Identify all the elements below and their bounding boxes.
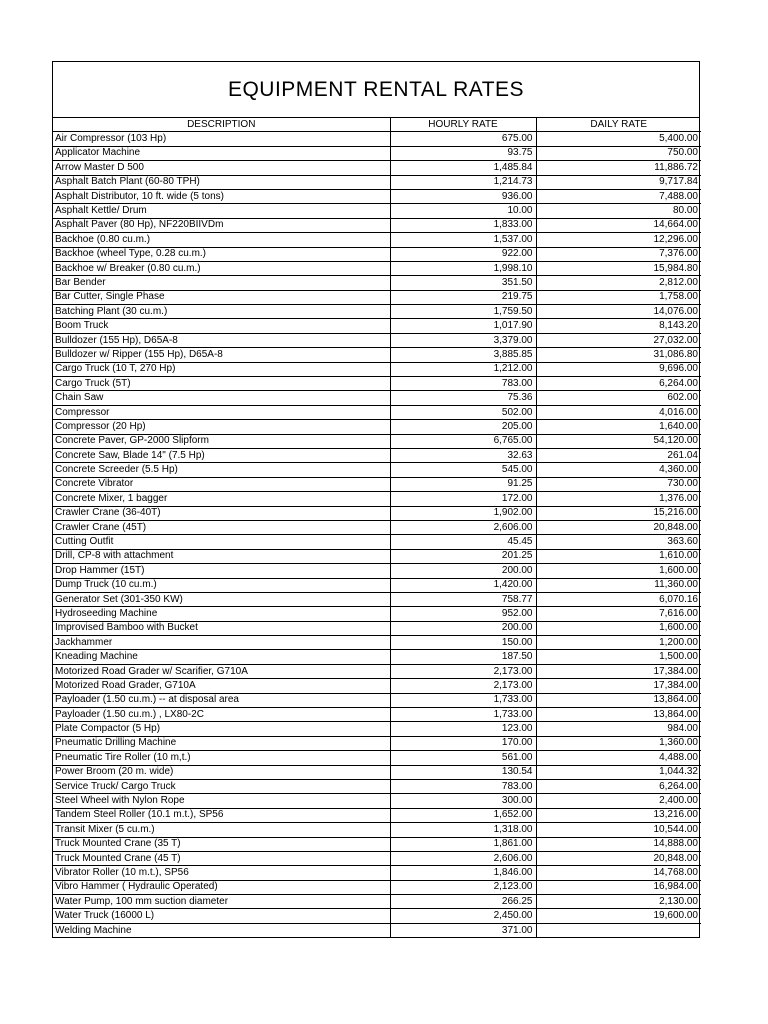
daily-rate-cell: 11,360.00 xyxy=(536,578,701,592)
hourly-rate-cell: 952.00 xyxy=(390,607,536,621)
daily-rate-cell: 2,812.00 xyxy=(536,276,701,290)
equipment-description-cell: Jackhammer xyxy=(53,636,390,650)
daily-rate-cell: 9,717.84 xyxy=(536,175,701,189)
hourly-rate-cell: 1,733.00 xyxy=(390,708,536,722)
table-row xyxy=(53,607,701,621)
hourly-rate-cell: 1,017.90 xyxy=(390,319,536,333)
hourly-rate-cell: 1,537.00 xyxy=(390,233,536,247)
daily-rate-cell: 15,984.80 xyxy=(536,261,701,275)
equipment-description-cell: Improvised Bamboo with Bucket xyxy=(53,621,390,635)
daily-rate-cell: 1,600.00 xyxy=(536,621,701,635)
header-row xyxy=(53,118,701,132)
daily-rate-cell: 1,758.00 xyxy=(536,290,701,304)
equipment-description-cell: Cargo Truck (10 T, 270 Hp) xyxy=(53,362,390,376)
equipment-description-cell: Welding Machine xyxy=(53,923,390,937)
equipment-description-cell: Hydroseeding Machine xyxy=(53,607,390,621)
equipment-description-cell: Crawler Crane (36-40T) xyxy=(53,506,390,520)
daily-rate-cell: 8,143.20 xyxy=(536,319,701,333)
equipment-description-cell: Pneumatic Tire Roller (10 m,t.) xyxy=(53,751,390,765)
daily-rate-cell: 13,864.00 xyxy=(536,708,701,722)
daily-rate-cell: 17,384.00 xyxy=(536,679,701,693)
equipment-description-cell: Bar Cutter, Single Phase xyxy=(53,290,390,304)
daily-rate-cell: 1,600.00 xyxy=(536,564,701,578)
daily-rate-cell: 2,130.00 xyxy=(536,895,701,909)
daily-rate-cell: 14,664.00 xyxy=(536,218,701,232)
daily-rate-cell: 20,848.00 xyxy=(536,520,701,534)
daily-rate-cell: 1,640.00 xyxy=(536,420,701,434)
table-row xyxy=(53,621,701,635)
equipment-description-cell: Cutting Outfit xyxy=(53,535,390,549)
equipment-description-cell: Payloader (1.50 cu.m.) , LX80-2C xyxy=(53,708,390,722)
equipment-description-cell: Bulldozer (155 Hp), D65A-8 xyxy=(53,333,390,347)
daily-rate-cell: 2,400.00 xyxy=(536,794,701,808)
hourly-rate-cell: 130.54 xyxy=(390,765,536,779)
hourly-rate-cell: 371.00 xyxy=(390,923,536,937)
daily-rate-cell: 4,360.00 xyxy=(536,463,701,477)
equipment-description-cell: Pneumatic Drilling Machine xyxy=(53,736,390,750)
table-row xyxy=(53,636,701,650)
table-row xyxy=(53,175,701,189)
hourly-rate-cell: 1,759.50 xyxy=(390,305,536,319)
daily-rate-cell: 5,400.00 xyxy=(536,132,701,146)
table-row xyxy=(53,664,701,678)
table-row xyxy=(53,535,701,549)
rates-table-body xyxy=(53,132,701,937)
daily-rate-cell: 80.00 xyxy=(536,204,701,218)
equipment-description-cell: Arrow Master D 500 xyxy=(53,161,390,175)
daily-rate-cell: 750.00 xyxy=(536,146,701,160)
table-row xyxy=(53,837,701,851)
daily-rate-cell: 12,296.00 xyxy=(536,233,701,247)
table-row xyxy=(53,751,701,765)
table-row xyxy=(53,823,701,837)
daily-rate-cell: 1,044.32 xyxy=(536,765,701,779)
hourly-rate-cell: 561.00 xyxy=(390,751,536,765)
daily-rate-cell: 14,768.00 xyxy=(536,866,701,880)
table-row xyxy=(53,132,701,146)
table-row xyxy=(53,506,701,520)
table-row xyxy=(53,578,701,592)
equipment-description-cell: Asphalt Kettle/ Drum xyxy=(53,204,390,218)
hourly-rate-cell: 1,846.00 xyxy=(390,866,536,880)
hourly-rate-cell: 200.00 xyxy=(390,564,536,578)
hourly-rate-cell: 200.00 xyxy=(390,621,536,635)
hourly-rate-cell: 783.00 xyxy=(390,377,536,391)
description-header: DESCRIPTION xyxy=(53,118,390,132)
hourly-rate-cell: 201.25 xyxy=(390,549,536,563)
equipment-description-cell: Motorized Road Grader, G710A xyxy=(53,679,390,693)
hourly-rate-cell: 187.50 xyxy=(390,650,536,664)
table-row xyxy=(53,650,701,664)
daily-rate-cell: 6,264.00 xyxy=(536,377,701,391)
daily-rate-cell: 31,086.80 xyxy=(536,348,701,362)
table-row xyxy=(53,247,701,261)
equipment-description-cell: Payloader (1.50 cu.m.) -- at disposal area xyxy=(53,693,390,707)
hourly-rate-cell: 2,123.00 xyxy=(390,880,536,894)
equipment-description-cell: Air Compressor (103 Hp) xyxy=(53,132,390,146)
table-row xyxy=(53,880,701,894)
equipment-description-cell: Concrete Vibrator xyxy=(53,477,390,491)
table-row xyxy=(53,779,701,793)
equipment-description-cell: Tandem Steel Roller (10.1 m.t.), SP56 xyxy=(53,808,390,822)
equipment-description-cell: Concrete Paver, GP-2000 Slipform xyxy=(53,434,390,448)
table-row xyxy=(53,520,701,534)
equipment-description-cell: Service Truck/ Cargo Truck xyxy=(53,779,390,793)
equipment-description-cell: Motorized Road Grader w/ Scarifier, G710A xyxy=(53,664,390,678)
hourly-rate-cell: 1,902.00 xyxy=(390,506,536,520)
equipment-description-cell: Concrete Mixer, 1 bagger xyxy=(53,492,390,506)
equipment-description-cell: Plate Compactor (5 Hp) xyxy=(53,722,390,736)
hourly-rate-cell: 1,420.00 xyxy=(390,578,536,592)
daily-rate-cell: 7,616.00 xyxy=(536,607,701,621)
equipment-description-cell: Bar Bender xyxy=(53,276,390,290)
table-row xyxy=(53,146,701,160)
table-row xyxy=(53,909,701,923)
daily-rate-cell: 13,864.00 xyxy=(536,693,701,707)
hourly-rate-cell: 10.00 xyxy=(390,204,536,218)
hourly-rate-cell: 32.63 xyxy=(390,448,536,462)
equipment-description-cell: Bulldozer w/ Ripper (155 Hp), D65A-8 xyxy=(53,348,390,362)
hourly-rate-cell: 545.00 xyxy=(390,463,536,477)
daily-rate-cell: 1,360.00 xyxy=(536,736,701,750)
table-row xyxy=(53,233,701,247)
hourly-rate-cell: 75.36 xyxy=(390,391,536,405)
table-row xyxy=(53,693,701,707)
hourly-rate-cell: 2,606.00 xyxy=(390,520,536,534)
equipment-description-cell: Dump Truck (10 cu.m.) xyxy=(53,578,390,592)
hourly-rate-cell: 1,733.00 xyxy=(390,693,536,707)
table-row xyxy=(53,348,701,362)
daily-rate-cell: 19,600.00 xyxy=(536,909,701,923)
daily-rate-cell: 14,076.00 xyxy=(536,305,701,319)
equipment-description-cell: Power Broom (20 m. wide) xyxy=(53,765,390,779)
table-row xyxy=(53,276,701,290)
table-row xyxy=(53,722,701,736)
hourly-rate-cell: 3,379.00 xyxy=(390,333,536,347)
daily-rate-cell: 16,984.00 xyxy=(536,880,701,894)
hourly-rate-cell: 1,652.00 xyxy=(390,808,536,822)
hourly-rate-cell: 300.00 xyxy=(390,794,536,808)
daily-rate-cell: 984.00 xyxy=(536,722,701,736)
equipment-description-cell: Drop Hammer (15T) xyxy=(53,564,390,578)
equipment-description-cell: Backhoe w/ Breaker (0.80 cu.m.) xyxy=(53,261,390,275)
hourly-rate-cell: 1,861.00 xyxy=(390,837,536,851)
daily-rate-cell: 15,216.00 xyxy=(536,506,701,520)
hourly-rate-cell: 91.25 xyxy=(390,477,536,491)
equipment-description-cell: Compressor xyxy=(53,405,390,419)
equipment-description-cell: Batching Plant (30 cu.m.) xyxy=(53,305,390,319)
hourly-rate-cell: 1,998.10 xyxy=(390,261,536,275)
hourly-rate-cell: 2,450.00 xyxy=(390,909,536,923)
equipment-description-cell: Applicator Machine xyxy=(53,146,390,160)
table-row xyxy=(53,679,701,693)
table-row xyxy=(53,808,701,822)
daily-rate-cell: 11,886.72 xyxy=(536,161,701,175)
daily-rate-cell: 20,848.00 xyxy=(536,851,701,865)
daily-rate-cell: 6,264.00 xyxy=(536,779,701,793)
hourly-rate-cell: 1,485.84 xyxy=(390,161,536,175)
hourly-rate-cell: 2,173.00 xyxy=(390,664,536,678)
daily-rate-cell: 17,384.00 xyxy=(536,664,701,678)
table-row xyxy=(53,895,701,909)
equipment-description-cell: Truck Mounted Crane (45 T) xyxy=(53,851,390,865)
daily-rate-cell: 9,696.00 xyxy=(536,362,701,376)
hourly-rate-cell: 1,318.00 xyxy=(390,823,536,837)
hourly-rate-cell: 205.00 xyxy=(390,420,536,434)
table-row xyxy=(53,794,701,808)
table-row xyxy=(53,161,701,175)
equipment-description-cell: Cargo Truck (5T) xyxy=(53,377,390,391)
table-row xyxy=(53,434,701,448)
hourly-rate-cell: 150.00 xyxy=(390,636,536,650)
hourly-rate-cell: 93.75 xyxy=(390,146,536,160)
daily-rate-cell: 602.00 xyxy=(536,391,701,405)
daily-rate-cell: 10,544.00 xyxy=(536,823,701,837)
daily-rate-cell: 363.60 xyxy=(536,535,701,549)
page-title: EQUIPMENT RENTAL RATES xyxy=(53,62,699,118)
hourly-rate-cell: 502.00 xyxy=(390,405,536,419)
daily-rate-cell: 1,610.00 xyxy=(536,549,701,563)
equipment-description-cell: Drill, CP-8 with attachment xyxy=(53,549,390,563)
equipment-description-cell: Vibro Hammer ( Hydraulic Operated) xyxy=(53,880,390,894)
hourly-rate-cell: 351.50 xyxy=(390,276,536,290)
table-row xyxy=(53,851,701,865)
equipment-description-cell: Asphalt Distributor, 10 ft. wide (5 tons) xyxy=(53,189,390,203)
hourly-rate-cell: 170.00 xyxy=(390,736,536,750)
daily-rate-cell: 4,488.00 xyxy=(536,751,701,765)
table-row xyxy=(53,261,701,275)
hourly-rate-cell: 219.75 xyxy=(390,290,536,304)
equipment-description-cell: Water Truck (16000 L) xyxy=(53,909,390,923)
daily-rate-header: DAILY RATE xyxy=(536,118,701,132)
table-row xyxy=(53,204,701,218)
daily-rate-cell: 13,216.00 xyxy=(536,808,701,822)
hourly-rate-cell: 266.25 xyxy=(390,895,536,909)
hourly-rate-cell: 123.00 xyxy=(390,722,536,736)
table-row xyxy=(53,189,701,203)
daily-rate-cell: 7,488.00 xyxy=(536,189,701,203)
equipment-description-cell: Backhoe (wheel Type, 0.28 cu.m.) xyxy=(53,247,390,261)
daily-rate-cell: 1,200.00 xyxy=(536,636,701,650)
table-row xyxy=(53,305,701,319)
table-row xyxy=(53,866,701,880)
equipment-description-cell: Concrete Screeder (5.5 Hp) xyxy=(53,463,390,477)
equipment-description-cell: Chain Saw xyxy=(53,391,390,405)
hourly-rate-cell: 783.00 xyxy=(390,779,536,793)
equipment-description-cell: Compressor (20 Hp) xyxy=(53,420,390,434)
hourly-rate-cell: 1,212.00 xyxy=(390,362,536,376)
daily-rate-cell: 54,120.00 xyxy=(536,434,701,448)
equipment-description-cell: Crawler Crane (45T) xyxy=(53,520,390,534)
hourly-rate-cell: 936.00 xyxy=(390,189,536,203)
daily-rate-cell: 7,376.00 xyxy=(536,247,701,261)
table-row xyxy=(53,290,701,304)
hourly-rate-cell: 675.00 xyxy=(390,132,536,146)
daily-rate-cell xyxy=(536,923,701,937)
table-row xyxy=(53,333,701,347)
equipment-description-cell: Asphalt Paver (80 Hp), NF220BIIVDm xyxy=(53,218,390,232)
equipment-description-cell: Backhoe (0.80 cu.m.) xyxy=(53,233,390,247)
equipment-description-cell: Truck Mounted Crane (35 T) xyxy=(53,837,390,851)
equipment-description-cell: Vibrator Roller (10 m.t.), SP56 xyxy=(53,866,390,880)
daily-rate-cell: 730.00 xyxy=(536,477,701,491)
daily-rate-cell: 6,070.16 xyxy=(536,592,701,606)
table-row xyxy=(53,492,701,506)
hourly-rate-header: HOURLY RATE xyxy=(390,118,536,132)
table-row xyxy=(53,448,701,462)
daily-rate-cell: 27,032.00 xyxy=(536,333,701,347)
hourly-rate-cell: 1,833.00 xyxy=(390,218,536,232)
table-row xyxy=(53,736,701,750)
daily-rate-cell: 1,500.00 xyxy=(536,650,701,664)
rental-rates-sheet xyxy=(52,61,700,938)
daily-rate-cell: 1,376.00 xyxy=(536,492,701,506)
daily-rate-cell: 261.04 xyxy=(536,448,701,462)
daily-rate-cell: 14,888.00 xyxy=(536,837,701,851)
table-row xyxy=(53,765,701,779)
table-row xyxy=(53,708,701,722)
hourly-rate-cell: 3,885.85 xyxy=(390,348,536,362)
table-row xyxy=(53,420,701,434)
table-row xyxy=(53,463,701,477)
hourly-rate-cell: 1,214.73 xyxy=(390,175,536,189)
hourly-rate-cell: 2,173.00 xyxy=(390,679,536,693)
hourly-rate-cell: 922.00 xyxy=(390,247,536,261)
table-row xyxy=(53,377,701,391)
table-row xyxy=(53,923,701,937)
daily-rate-cell: 4,016.00 xyxy=(536,405,701,419)
equipment-description-cell: Generator Set (301-350 KW) xyxy=(53,592,390,606)
equipment-description-cell: Steel Wheel with Nylon Rope xyxy=(53,794,390,808)
table-row xyxy=(53,319,701,333)
rates-table xyxy=(53,118,701,937)
hourly-rate-cell: 2,606.00 xyxy=(390,851,536,865)
equipment-description-cell: Concrete Saw, Blade 14" (7.5 Hp) xyxy=(53,448,390,462)
equipment-description-cell: Kneading Machine xyxy=(53,650,390,664)
table-row xyxy=(53,564,701,578)
table-row xyxy=(53,391,701,405)
hourly-rate-cell: 45.45 xyxy=(390,535,536,549)
hourly-rate-cell: 758.77 xyxy=(390,592,536,606)
table-row xyxy=(53,405,701,419)
equipment-description-cell: Transit Mixer (5 cu.m.) xyxy=(53,823,390,837)
table-row xyxy=(53,592,701,606)
table-row xyxy=(53,549,701,563)
table-row xyxy=(53,362,701,376)
table-row xyxy=(53,218,701,232)
table-row xyxy=(53,477,701,491)
equipment-description-cell: Asphalt Batch Plant (60-80 TPH) xyxy=(53,175,390,189)
equipment-description-cell: Boom Truck xyxy=(53,319,390,333)
hourly-rate-cell: 172.00 xyxy=(390,492,536,506)
equipment-description-cell: Water Pump, 100 mm suction diameter xyxy=(53,895,390,909)
hourly-rate-cell: 6,765.00 xyxy=(390,434,536,448)
